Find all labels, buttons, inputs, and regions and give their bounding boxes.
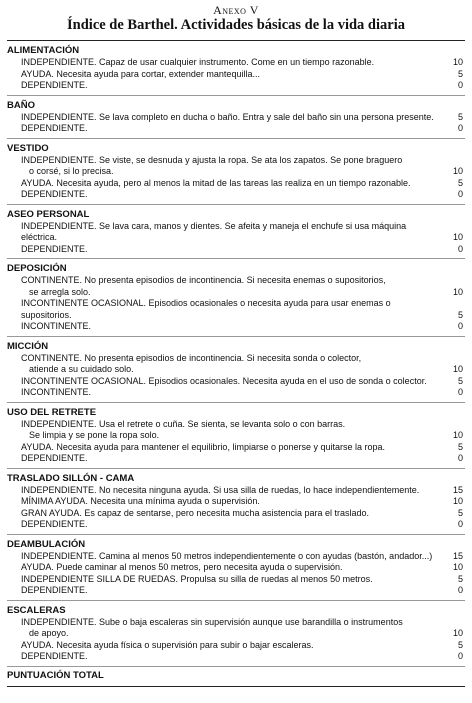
item-row [7, 585, 465, 597]
item-row [7, 221, 465, 244]
item-row [7, 353, 465, 376]
item-description [7, 485, 437, 497]
item-line: AYUDA. Necesita ayuda para cortar, extender mantequilla... [21, 68, 260, 79]
item-line: INDEPENDIENTE SILLA DE RUEDAS. Propulsa su silla de ruedas al menos 50 metros. [21, 573, 373, 584]
item-score: 10 [452, 232, 463, 242]
item-row [7, 57, 465, 69]
section-title: ESCALERAS [7, 604, 66, 616]
item-row [7, 496, 465, 508]
item-score: 10 [452, 166, 463, 176]
section-title: DEPOSICIÓN [7, 263, 67, 274]
item-description [7, 189, 437, 201]
item-row [7, 69, 465, 81]
section [7, 469, 465, 535]
item-line: Se limpia y se pone la ropa solo. [29, 430, 160, 440]
item-description [7, 519, 437, 531]
item-row [7, 298, 465, 321]
item-line: INDEPENDIENTE. Capaz de usar cualquier instrumento. Come en un tiempo razonable. [21, 57, 375, 67]
item-description [7, 155, 437, 178]
item-score: 10 [452, 496, 463, 506]
item-line: atiende a su cuidado solo. [29, 364, 134, 374]
item-line: se arregla solo. [29, 286, 91, 297]
section-title: ALIMENTACIÓN [7, 45, 80, 56]
item-description [7, 376, 437, 388]
item-line: CONTINENTE. No presenta episodios de incontinencia. Si necesita enemas o supositorios, [21, 275, 386, 285]
item-description [7, 387, 437, 399]
item-line: GRAN AYUDA. Es capaz de sentarse, pero necesita mucha asistencia para el traslado. [21, 507, 370, 518]
item-score: 5 [457, 639, 463, 650]
document-title: Índice de Barthel. Actividades básicas de la vida diaria [67, 17, 405, 33]
item-line: INDEPENDIENTE. Usa el retrete o cuña. Se sienta, se levanta solo o con barras. [21, 418, 346, 429]
item-score: 5 [457, 309, 463, 320]
barthel-table [7, 41, 465, 667]
item-description [7, 640, 437, 652]
item-row [7, 387, 465, 399]
item-row [7, 244, 465, 256]
item-line: o corsé, si lo precisa. [29, 166, 114, 176]
item-score: 5 [457, 68, 463, 79]
item-row [7, 80, 465, 92]
item-description [7, 178, 437, 190]
item-line: AYUDA. Necesita ayuda para mantener el equilibrio, limpiarse o ponerse y quitarse la ropa. [21, 441, 386, 452]
item-description [7, 419, 437, 442]
item-line: AYUDA. Puede caminar al menos 50 metros, pero necesita ayuda o supervisión. [21, 562, 343, 572]
item-description [7, 651, 437, 663]
item-row [7, 189, 465, 201]
item-description [7, 442, 437, 454]
item-line: INDEPENDIENTE. Se lava completo en ducha o baño. Entra y sale del baño sin una persona presente. [21, 111, 434, 122]
item-line: INCONTINENTE OCASIONAL. Episodios ocasionales. Necesita ayuda en el uso de sonda o colector. [21, 375, 427, 386]
item-row [7, 123, 465, 135]
item-line: CONTINENTE. No presenta episodios de incontinencia. Si necesita sonda o colector, [21, 352, 362, 363]
item-row [7, 112, 465, 124]
item-score: 5 [457, 507, 463, 518]
section-title: TRASLADO SILLÓN - CAMA [7, 472, 135, 484]
item-line: DEPENDIENTE. [21, 189, 88, 199]
item-line: DEPENDIENTE. [21, 243, 88, 254]
item-description [7, 496, 437, 508]
item-score: 0 [457, 243, 463, 254]
section [7, 337, 465, 403]
item-line: INDEPENDIENTE. Se viste, se desnuda y ajusta la ropa. Se ata los zapatos. Se pone braguero [21, 154, 403, 165]
item-description [7, 617, 437, 640]
item-score: 15 [452, 484, 463, 495]
item-row [7, 485, 465, 497]
item-description [7, 112, 437, 124]
item-row [7, 419, 465, 442]
item-row [7, 275, 465, 298]
item-row [7, 453, 465, 465]
section [7, 139, 465, 205]
item-line: DEPENDIENTE. [21, 651, 88, 661]
item-description [7, 298, 437, 321]
item-score: 5 [457, 441, 463, 452]
item-description [7, 551, 437, 563]
item-row [7, 640, 465, 652]
item-score: 10 [452, 364, 463, 374]
section-title: ASEO PERSONAL [7, 208, 90, 220]
item-score: 0 [457, 453, 463, 463]
section-title: VESTIDO [7, 142, 49, 154]
section [7, 96, 465, 139]
item-line: DEPENDIENTE. [21, 585, 88, 595]
item-line: de apoyo. [29, 628, 69, 638]
item-row [7, 442, 465, 454]
item-line: INDEPENDIENTE. Sube o baja escaleras sin supervisión aunque use barandilla o instrumentos [21, 616, 403, 627]
item-row [7, 574, 465, 586]
item-score: 5 [457, 177, 463, 188]
item-description [7, 57, 437, 69]
item-score: 0 [457, 321, 463, 331]
section [7, 403, 465, 469]
item-line: DEPENDIENTE. [21, 80, 88, 90]
item-description [7, 574, 437, 586]
item-description [7, 221, 437, 244]
item-description [7, 275, 437, 298]
section-title: BAÑO [7, 99, 35, 111]
item-row [7, 651, 465, 663]
item-row [7, 376, 465, 388]
item-line: DEPENDIENTE. [21, 519, 88, 529]
item-row [7, 551, 465, 563]
item-description [7, 508, 437, 520]
section [7, 259, 465, 337]
item-line: INCONTINENTE. [21, 321, 92, 331]
section-title: USO DEL RETRETE [7, 406, 97, 418]
item-score: 5 [457, 573, 463, 584]
item-row [7, 178, 465, 190]
section-title: MICCIÓN [7, 340, 49, 352]
item-row [7, 321, 465, 333]
item-description [7, 453, 437, 465]
item-line: AYUDA. Necesita ayuda física o supervisión para subir o bajar escaleras. [21, 639, 314, 650]
annex-label: Anexo V [213, 3, 259, 17]
item-description [7, 353, 437, 376]
section [7, 205, 465, 260]
item-score: 0 [457, 80, 463, 90]
item-score: 10 [452, 430, 463, 440]
item-line: INDEPENDIENTE. Se lava cara, manos y dientes. Se afeita y maneja el enchufe si usa máquina eléctrica. [21, 220, 407, 242]
item-description [7, 585, 437, 597]
section [7, 41, 465, 96]
item-score: 0 [457, 123, 463, 133]
item-line: INCONTINENTE. [21, 387, 92, 397]
item-line: DEPENDIENTE. [21, 123, 88, 133]
item-description [7, 69, 437, 81]
item-score: 0 [457, 585, 463, 595]
item-score: 5 [457, 375, 463, 386]
item-score: 10 [452, 57, 463, 67]
item-line: DEPENDIENTE. [21, 453, 88, 463]
item-row [7, 562, 465, 574]
total-score-label: PUNTUACIÓN TOTAL [7, 667, 465, 687]
item-score: 0 [457, 519, 463, 529]
item-row [7, 155, 465, 178]
item-score: 0 [457, 189, 463, 199]
item-score: 10 [452, 628, 463, 638]
section-title: DEAMBULACIÓN [7, 538, 86, 550]
item-description [7, 244, 437, 256]
item-score: 10 [452, 562, 463, 572]
section [7, 535, 465, 601]
item-score: 0 [457, 651, 463, 661]
item-score: 10 [452, 286, 463, 297]
item-line: MÍNIMA AYUDA. Necesita una mínima ayuda o supervisión. [21, 496, 260, 506]
document [7, 3, 465, 687]
item-description [7, 80, 437, 92]
item-line: INDEPENDIENTE. No necesita ninguna ayuda. Si usa silla de ruedas, lo hace independientemente. [21, 484, 420, 495]
item-row [7, 508, 465, 520]
item-score: 5 [457, 111, 463, 122]
section [7, 601, 465, 667]
item-row [7, 617, 465, 640]
item-score: 15 [452, 550, 463, 561]
item-row [7, 519, 465, 531]
item-score: 0 [457, 387, 463, 397]
item-line: AYUDA. Necesita ayuda, pero al menos la mitad de las tareas las realiza en un tiempo razonable. [21, 177, 411, 188]
item-line: INCONTINENTE OCASIONAL. Episodios ocasionales o necesita ayuda para usar enemas o supositorios. [21, 298, 391, 320]
item-description [7, 321, 437, 333]
item-description [7, 562, 437, 574]
item-description [7, 123, 437, 135]
item-line: INDEPENDIENTE. Camina al menos 50 metros independientemente o con ayudas (bastón, andador...) [21, 550, 433, 561]
